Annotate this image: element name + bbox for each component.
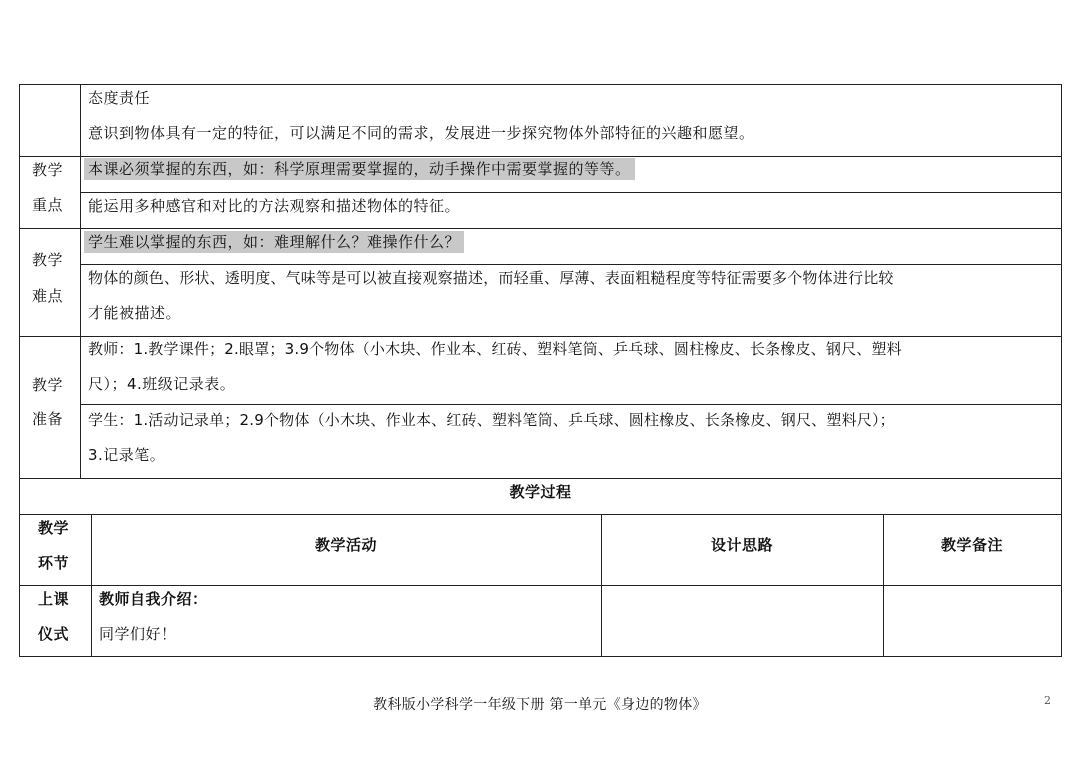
preparation-student-line2: 3.记录笔。 — [88, 446, 166, 464]
preparation-label-1: 教学 — [32, 376, 64, 394]
key-points-hint — [88, 160, 635, 178]
row1-stage-label-2: 仪式 — [38, 625, 70, 643]
row-divider — [19, 514, 1062, 515]
row1-activity-title: 教师自我介绍： — [99, 590, 208, 608]
page-footer: 教科版小学科学一年级下册 第一单元《身边的物体》 — [373, 697, 707, 713]
table-border-bottom — [19, 656, 1062, 657]
key-points-hint-text: 本课必须掌握的东西，如：科学原理需要掌握的，动手操作中需要掌握的等等。 — [84, 158, 635, 180]
attitude-heading: 态度责任 — [88, 89, 151, 107]
column-divider — [80, 84, 81, 478]
row-divider — [19, 478, 1062, 479]
page-number: 2 — [1044, 694, 1051, 707]
col-stage-label-1: 教学 — [38, 519, 70, 537]
row-divider — [80, 264, 1062, 265]
row1-stage-label-1: 上课 — [38, 590, 70, 608]
difficulties-hint-text: 学生难以掌握的东西，如：难理解什么？难操作什么？ — [84, 231, 464, 253]
row-divider — [80, 192, 1062, 193]
col-notes-header: 教学备注 — [940, 536, 1003, 554]
col-stage-label-2: 环节 — [38, 554, 70, 572]
preparation-student-line1: 学生：1.活动记录单；2.9个物体（小木块、作业本、红砖、塑料笔筒、乒乓球、圆柱橡皮、长条橡皮、钢尺、塑料尺）； — [88, 411, 895, 429]
difficulties-text-line1: 物体的颜色、形状、透明度、气味等是可以被直接观察描述，而轻重、厚薄、表面粗糙程度等特征需要多个物体进行比较 — [88, 269, 894, 287]
row-divider — [19, 585, 1062, 586]
process-title: 教学过程 — [509, 483, 572, 501]
table-border-left — [19, 84, 20, 657]
row-divider — [19, 156, 1062, 157]
table-border-right — [1061, 84, 1062, 657]
row1-activity-text: 同学们好！ — [99, 625, 177, 643]
table-border-top — [19, 84, 1062, 85]
difficulties-label-1: 教学 — [32, 251, 64, 269]
difficulties-hint — [88, 233, 464, 251]
key-points-label-2: 重点 — [32, 196, 64, 214]
row-divider — [19, 228, 1062, 229]
row-divider — [19, 336, 1062, 337]
preparation-teacher-line2: 尺）；4.班级记录表。 — [88, 375, 236, 393]
key-points-text: 能运用多种感官和对比的方法观察和描述物体的特征。 — [88, 197, 461, 215]
attitude-text: 意识到物体具有一定的特征，可以满足不同的需求，发展进一步探究物体外部特征的兴趣和愿望。 — [88, 124, 755, 142]
row-divider — [80, 404, 1062, 405]
difficulties-text-line2: 才能被描述。 — [88, 304, 182, 322]
preparation-teacher-line1: 教师：1.教学课件；2.眼罩；3.9个物体（小木块、作业本、红砖、塑料笔筒、乒乓球、圆柱橡皮、长条橡皮、钢尺、塑料 — [88, 340, 902, 358]
difficulties-label-2: 难点 — [32, 287, 64, 305]
key-points-label-1: 教学 — [32, 161, 64, 179]
col-activity-header: 教学活动 — [314, 536, 377, 554]
col-design-header: 设计思路 — [710, 536, 773, 554]
preparation-label-2: 准备 — [32, 410, 64, 428]
